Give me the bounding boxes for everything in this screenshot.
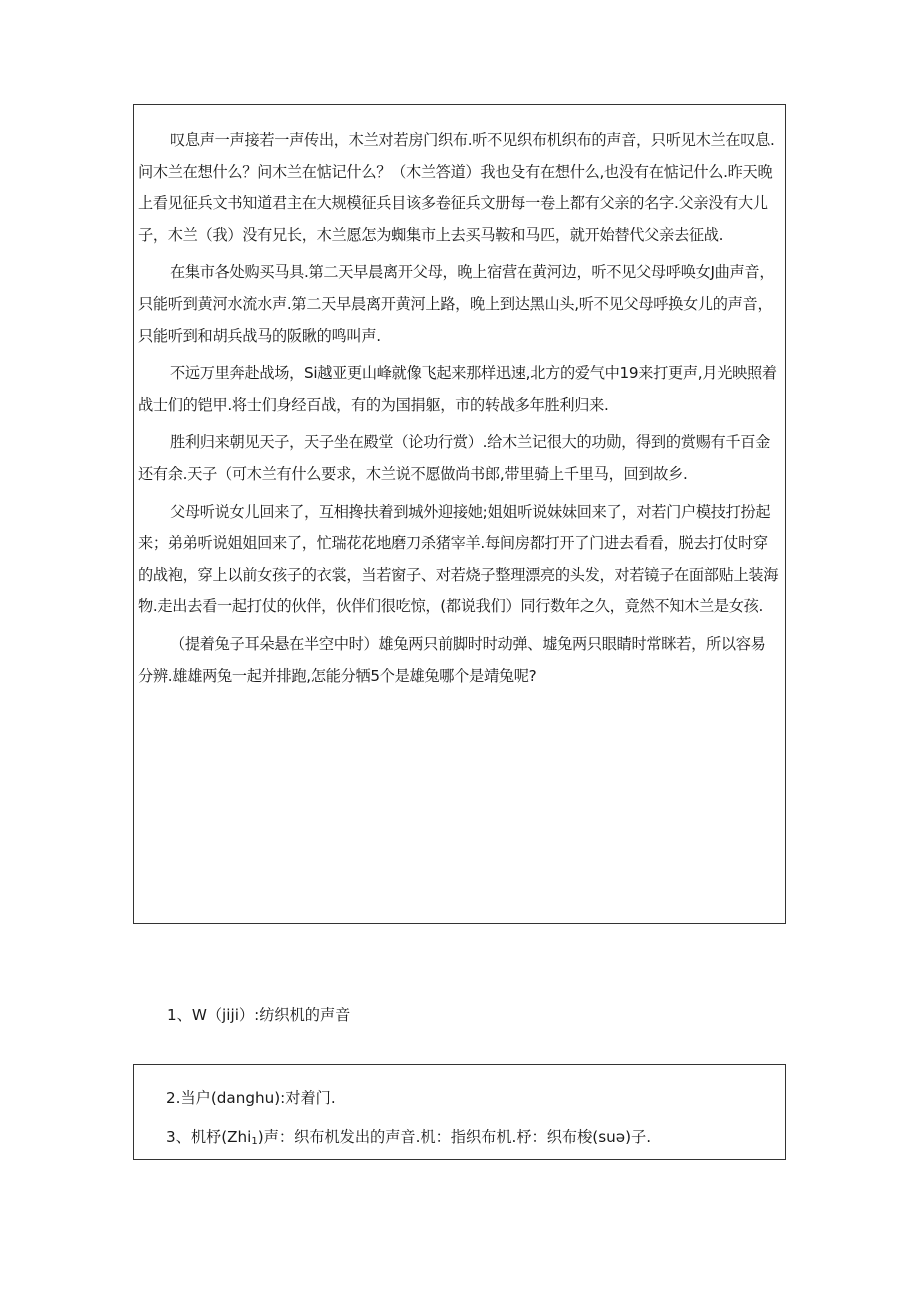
annotation-note-2: 2.当户(danghu):对着门. [166, 1089, 336, 1107]
translation-passage-box [133, 104, 786, 924]
annotation-note-3 [166, 1124, 777, 1155]
passage-paragraph-2: 在集市各处购买马具.第二天早晨离开父母，晚上宿营在黄河边，听不见父母呼唤女J曲声音，只能听到黄河水流水声.第二天早晨离开黄河上路，晚上到达黑山头,听不见父母呼换女儿的声音，只能听到和胡兵战马的阪瞅的鸣叫声. [138, 263, 775, 345]
passage-paragraph-5: 父母听说女儿回来了，互相搀扶着到城外迎接她;姐姐听说妹妹回来了，对若门户模技打扮起来；弟弟听说姐姐回来了，忙瑞花花地磨刀杀猪宰羊.每间房都打开了门进去看看，脱去打仗时穿的战袍，穿上以前女孩子的衣裳，当若窗子、对若烧子整理漂亮的头发，对若镜子在面部贴上装海物.走出去看一起打仗的伙伴，伙伴们很吃惊，(都说我们）同行数年之久，竟然不知木兰是女孩. [138, 502, 779, 616]
annotations-box [133, 1064, 786, 1160]
note-3-suffix: )声：织布机发出的声音.机：指织布机.杼：织布梭(suə)子. [257, 1128, 652, 1146]
passage-paragraph-6: （提着兔子耳朵悬在半空中时）雄兔两只前脚时时动弹、墟兔两只眼睛时常眯若，所以容易分辨.雄雄两兔一起并排跑,怎能分牺5个是雄兔哪个是靖兔呢? [138, 634, 766, 685]
passage-paragraph-1: 叹息声一声接若一声传出，木兰对若房门织布.听不见织布机织布的声音，只听见木兰在叹息.问木兰在想什么？问木兰在惦记什么？（木兰答道）我也殳有在想什么,也没有在惦记什么.昨天晚上看见征兵文书知道君主在大规模征兵目该多卷征兵文册每一卷上都有父亲的名字.父亲没有大儿子，木兰（我）没有兄长，木兰愿怎为蜘集市上去买马鞍和马匹，就开始替代父亲去征战. [138, 131, 775, 244]
note-3-prefix: 3、机杼(Zhi [166, 1128, 252, 1146]
passage-paragraph-3: 不远万里奔赴战场，Si越亚更山峰就像飞起来那样迅速,北方的爱气中19来打更声,月光映照着战士们的铠甲.将士们身经百战，有的为国捐躯，市的转战多年胜利归来. [138, 364, 777, 414]
passage-paragraph-4: 胜利归来朝见天子，天子坐在殿堂（论功行赏）.给木兰记很大的功勋，得到的赏赐有千百金还有余.天子（可木兰有什么要求，木兰说不愿做尚书郎,带里骑上千里马，回到故乡. [138, 433, 771, 483]
note-3-subscript: 1 [251, 1136, 258, 1147]
annotation-note-1: 1、W（jiji）:纺织机的声音 [167, 1006, 351, 1024]
